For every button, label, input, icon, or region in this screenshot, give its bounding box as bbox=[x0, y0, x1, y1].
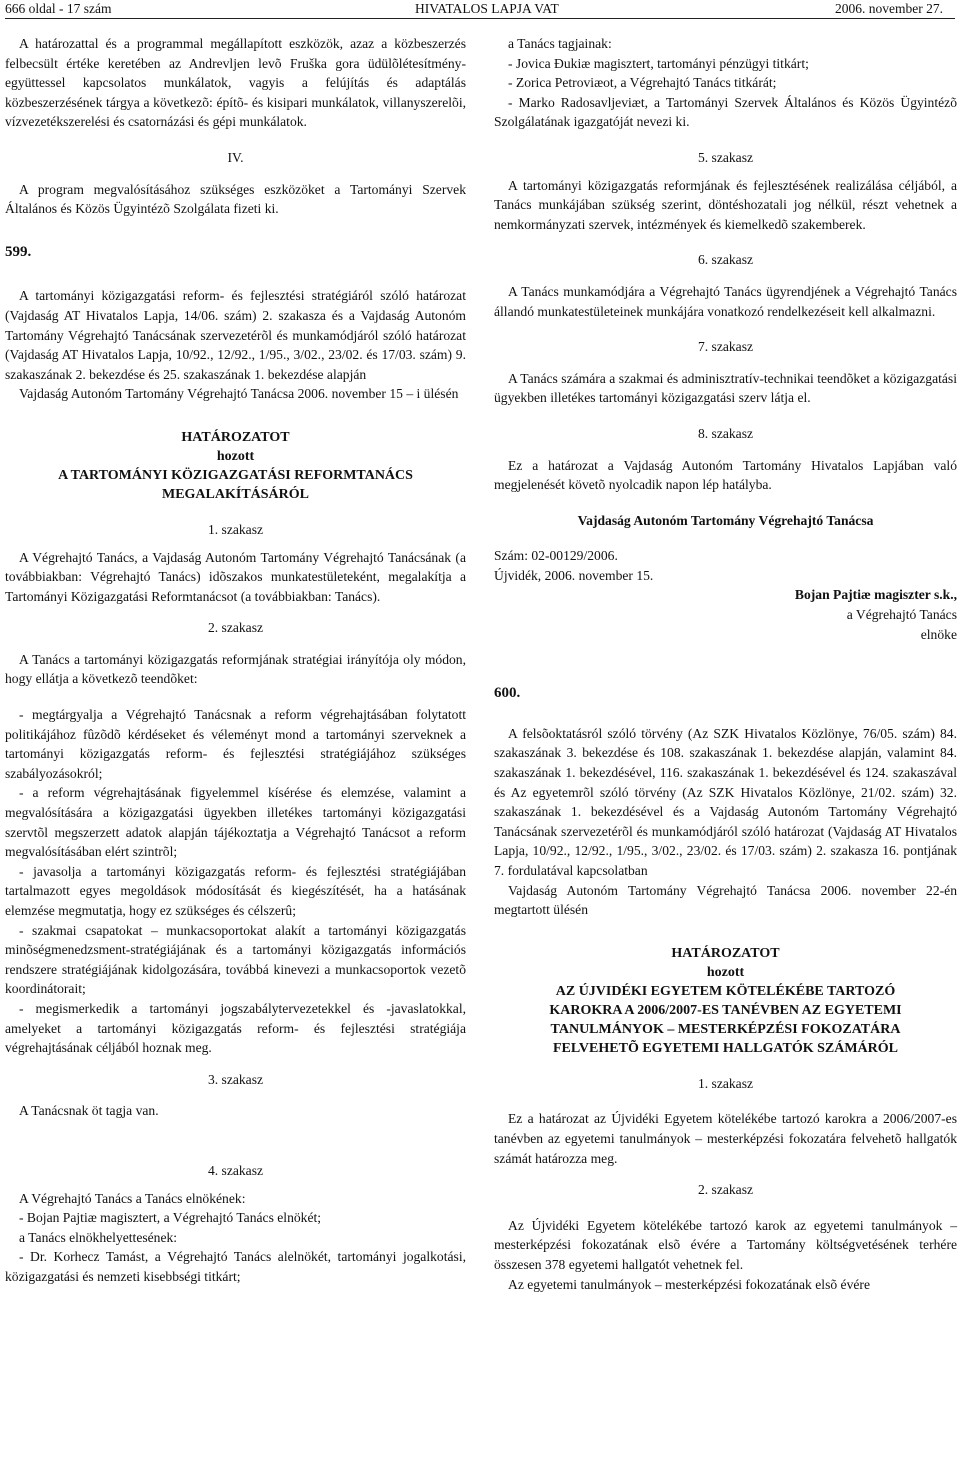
signer-role: elnöke bbox=[920, 626, 957, 642]
section-4-line: - Bojan Pajtiæ magisztert, a Végrehajtó Tanács elnökét; bbox=[19, 1210, 322, 1226]
section-5-heading: 5. szakasz bbox=[697, 149, 754, 165]
enactor-599: Vajdaság Autonóm Tartomány Végrehajtó Tanácsa 2006. november 15 – i ülésén bbox=[19, 386, 459, 402]
left-column bbox=[5, 34, 466, 1287]
section-2-item: - megismerkedik a tartományi jogszabálytervezetekkel és -javaslatokkal, amelyeket a tartományi közigazgatás reform- és fejlesztési stratégiája végrehajtásának céljából hoznak meg. bbox=[5, 1000, 466, 1056]
members-line: - Zorica Petroviæot, a Végrehajtó Tanács titkárát; bbox=[508, 75, 777, 91]
section-3-heading: 3. szakasz bbox=[207, 1071, 264, 1087]
r-section-2-text: Az Újvidéki Egyetem kötelékébe tartozó karok az egyetemi tanulmányok – mesterképzési fokozatának elsõ évére a Tartomány költségvetésének terhére összesen 378 egyetemi hallgatót vehetnek fel. bbox=[494, 1217, 957, 1272]
section-6-text: A Tanács munkamódjára a Végrehajtó Tanács ügyrendjének a Végrehajtó Tanács állandó munkatestületeinek munkájára vonatkozó rendelkezéseit kell alkalmazni. bbox=[494, 283, 957, 319]
section-7-text: A Tanács számára a szakmai és adminisztratív-technikai teendõket a közigazgatási ügyekben illetékes tartományi közigazgatási szerv látja el. bbox=[494, 370, 957, 406]
section-iv-heading: IV. bbox=[227, 149, 244, 165]
decision-600-subject-line: AZ ÚJVIDÉKI EGYETEM KÖTELÉKÉBE TARTOZÓ bbox=[555, 983, 896, 999]
section-8-heading: 8. szakasz bbox=[697, 425, 754, 441]
preamble-600: A felsõoktatásról szóló törvény (Az SZK Hivatalos Közlönye, 76/05. szám) 84. szakaszának 3. bekezdése és 108. szakaszának 1. bekezdése alapján, valamint 84. szakaszának 1. bekezdésével, 116. szakaszának 1. bekezdésével és 124. szakaszával és Az egyetemrõl szóló törvény (Az SZK Hivatalos Közlönye, 21/02. szám) 32. szakaszának 1. bekezdésével és a Vajdaság Autonóm Tartomány Végrehajtó Tanácsának szervezetérõl és munkamódjáról szóló határozat (Vajdaság AT Hivatalos Lapja, 10/92., 12/92., 1/95., 3/02., 23/02. és 17/03. szám) 2. szakasza 16. pontjának 7. fordulatával kapcsolatban bbox=[494, 725, 957, 878]
section-iv-text: A program megvalósításához szükséges eszközöket a Tartományi Szervek Általános és Közös Ügyintézõ Szolgálata fizeti ki. bbox=[5, 181, 466, 217]
section-2-item: - javasolja a tartományi közigazgatás reform- és fejlesztési stratégiájában tartalmazott egyes megoldások módosítását és kiegészítését, ha a hatásának elemzése megmutatja, hogy ez szükséges és célszerû; bbox=[5, 863, 466, 918]
section-1-text: A Végrehajtó Tanács, a Vajdaság Autonóm Tartomány Végrehajtó Tanácsának (a továbbiakban: Végrehajtó Tanács) idõszakos munkatestületeként, megalakítja a Tartományi Közigazgatási Reformtanácsot (a továbbiakban: Tanács). bbox=[5, 549, 466, 604]
decision-600-subject-line: KAROKRA A 2006/2007-ES TANÉVBEN AZ EGYETEMI bbox=[549, 1002, 902, 1018]
signer-role: a Végrehajtó Tanács bbox=[846, 607, 957, 623]
section-6-heading: 6. szakasz bbox=[697, 252, 754, 268]
members-line: a Tanács tagjainak: bbox=[508, 36, 612, 51]
signer-name: Bojan Pajtiæ magiszter s.k., bbox=[794, 587, 957, 603]
place-date: Újvidék, 2006. november 15. bbox=[494, 567, 654, 583]
decision-title: HATÁROZATOT bbox=[181, 429, 290, 445]
section-4-line: A Végrehajtó Tanács a Tanács elnökének: bbox=[19, 1190, 246, 1206]
decree-number-600: 600. bbox=[494, 685, 521, 702]
issue-date: 2006. november 27. bbox=[835, 1, 943, 16]
members-line: - Jovica Ðukiæ magisztert, tartományi pénzügyi titkárt; bbox=[508, 55, 809, 71]
r-section-2-heading: 2. szakasz bbox=[697, 1182, 754, 1198]
members-line: - Marko Radosavljeviæt, a Tartományi Szervek Általános és Közös Ügyintézõ Szolgálatának igazgatóját nevezi ki. bbox=[494, 94, 957, 130]
r-section-2-text-continued: Az egyetemi tanulmányok – mesterképzési fokozatának elsõ évére bbox=[508, 1276, 870, 1292]
decision-hozott: hozott bbox=[216, 448, 255, 464]
section-4-line: - Dr. Korhecz Tamást, a Végrehajtó Tanács alelnökét, tartományi jogalkotási, közigazgatási és nemzeti kisebbségi titkárt; bbox=[5, 1249, 466, 1284]
page-header bbox=[5, 0, 955, 19]
decree-number-599: 599. bbox=[5, 243, 32, 260]
section-7-heading: 7. szakasz bbox=[697, 339, 754, 355]
intro-paragraph: A határozattal és a programmal megállapított eszközök, azaz a közbeszerzés felbecsült értéke keretében az Andrevljen levõ Fruška gora üdülõlétesítmény-együttessel kapcsolatos munkálatok, vagyis a felújítás és adaptálás közbeszerzésének tárgya a következõ: építõ- és kisipari munkálatok, villanyszerelõi, vízvezetékszerelési és csatornázási és gépi munkálatok. bbox=[5, 36, 466, 130]
section-2-item: - a reform végrehajtásának figyelemmel kísérése és elemzése, valamint a megvalósítására a közigazgatási ügyekben illetékes tartományi közigazgatási szervtõl megszerzett adatok alapján tájékoztatja a Végrehajtó Tanácsot a reform megvalósításában elért szintrõl; bbox=[5, 785, 466, 860]
issuer: Vajdaság Autonóm Tartomány Végrehajtó Tanácsa bbox=[577, 512, 874, 528]
decision-subject-line-1: A TARTOMÁNYI KÖZIGAZGATÁSI REFORMTANÁCS bbox=[58, 467, 413, 483]
section-4-heading: 4. szakasz bbox=[207, 1162, 264, 1178]
section-4-line: a Tanács elnökhelyettesének: bbox=[19, 1229, 178, 1245]
decision-subject-line-2: MEGALAKÍTÁSÁRÓL bbox=[161, 486, 310, 502]
section-5-text: A tartományi közigazgatás reformjának és fejlesztésének realizálása céljából, a Tanács munkájában szükség szerint, döntéshozatali jog nélkül, részt vehetnek a nemkormányzati szervek, intézmények és kiemelkedõ szakemberek. bbox=[494, 177, 957, 232]
section-2-item: - megtárgyalja a Végrehajtó Tanácsnak a reform végrehajtásában folytatott politikájához fûzõdõ kérdéseket és véleményt mond a tartományi szerveknek a tartományi közigazgatás reform- és fejlesztési stratégiájához szükséges szabályozásokról; bbox=[5, 707, 466, 781]
decision-600-hozott: hozott bbox=[706, 964, 745, 980]
section-1-heading: 1. szakasz bbox=[207, 521, 264, 537]
section-2-intro: A Tanács a tartományi közigazgatás reformjának stratégiai irányítója oly módon, hogy ellátja a következõ teendõket: bbox=[5, 651, 466, 687]
section-2-heading: 2. szakasz bbox=[207, 620, 264, 636]
section-8-text: Ez a határozat a Vajdaság Autonóm Tartomány Hivatalos Lapjában való megjelenését követõ nyolcadik napon lép hatályba. bbox=[494, 457, 957, 493]
journal-title: HIVATALOS LAPJA VAT bbox=[415, 1, 559, 16]
r-section-1-heading: 1. szakasz bbox=[697, 1075, 754, 1091]
decision-600-subject-line: FELVEHETÕ EGYETEMI HALLGATÓK SZÁMÁRÓL bbox=[552, 1040, 898, 1056]
r-section-1-text: Ez a határozat az Újvidéki Egyetem kötelékébe tartozó karokra a 2006/2007-es tanévben az egyetemi tanulmányok – mesterképzési fokozatára felvehetõ hallgatók számát határozza meg. bbox=[494, 1111, 957, 1166]
right-column bbox=[494, 34, 957, 1294]
preamble-599: A tartományi közigazgatási reform- és fejlesztési stratégiáról szóló határozat (Vajdaság AT Hivatalos Lapja, 14/06. szám) 2. szakasza és a Vajdaság Autonóm Tartomány Végrehajtó Tanácsának szervezetérõl és munkamódjáról szóló határozat (Vajdaság AT Hivatalos Lapja, 10/92., 12/92., 1/95., 3/02., 23/02. és 17/03. szám) 9. szakaszának 2. bekezdése és 25. szakaszának 1. bekezdése alapján bbox=[5, 288, 466, 382]
enactor-600: Vajdaság Autonóm Tartomány Végrehajtó Tanácsa 2006. november 22-én megtartott ülésén bbox=[494, 882, 957, 918]
decision-600-subject-line: TANULMÁNYOK – MESTERKÉPZÉSI FOKOZATÁRA bbox=[550, 1021, 901, 1037]
section-3-text: A Tanácsnak öt tagja van. bbox=[19, 1103, 159, 1119]
section-2-item: - szakmai csapatokat – munkacsoportokat alakít a tartományi közigazgatás minõségmenedzsment-stratégiájának és a tartományi közigazgatás információs rendszere stratégiájának kidolgozására, továbbá kinevezi a munkacsoportok vezetõ koordinátorait; bbox=[5, 922, 466, 997]
reference-number: Szám: 02-00129/2006. bbox=[494, 548, 618, 564]
page-number: 666 oldal - 17 szám bbox=[5, 1, 112, 16]
decision-600-title: HATÁROZATOT bbox=[671, 945, 780, 961]
